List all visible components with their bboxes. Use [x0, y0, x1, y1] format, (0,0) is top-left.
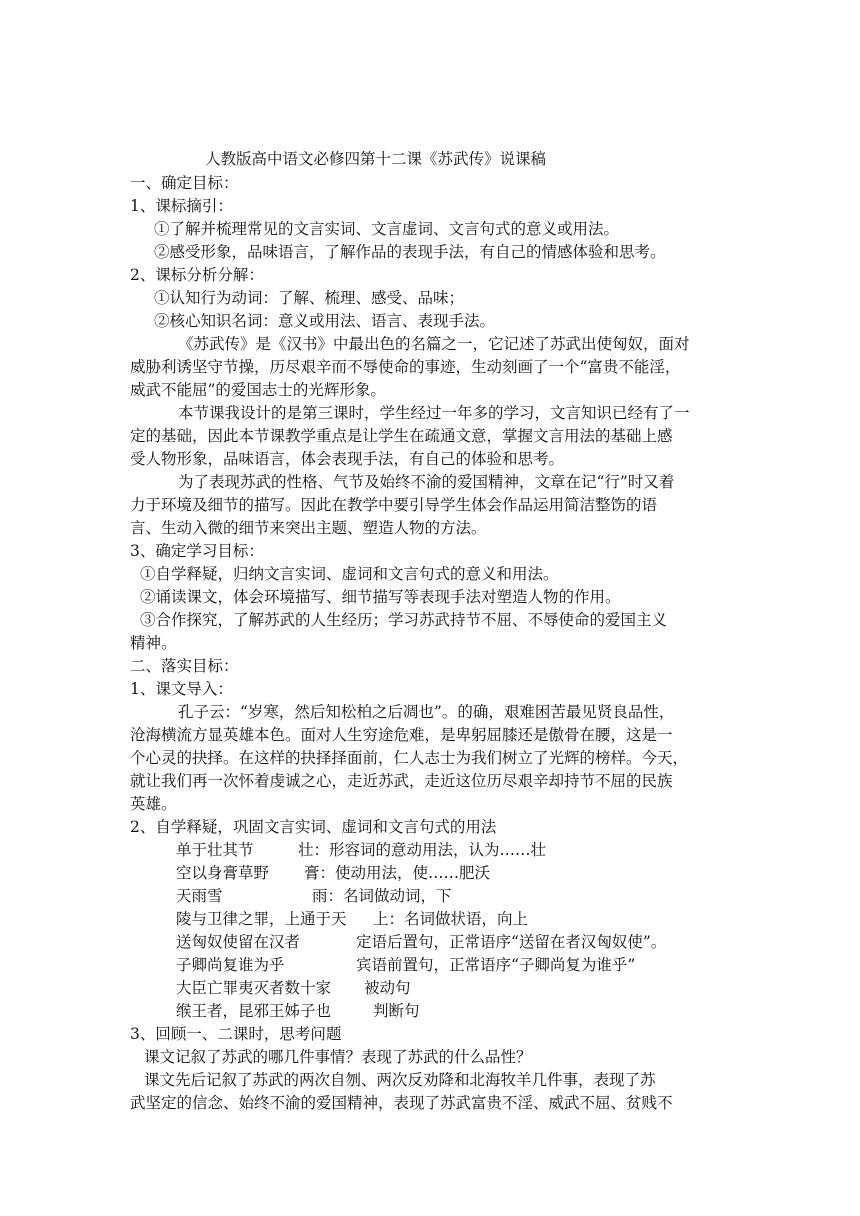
example-note: 雨：名词做动词，下 [312, 887, 452, 905]
example-note: 判断句 [373, 1002, 420, 1020]
example-note: 宾语前置句，正常语序“子卿尚复为谁乎” [356, 956, 636, 974]
paragraph-line: 沧海横流方显英雄本色。面对人生穷途危难，是卑躬屈膝还是傲骨在腰，这是一 [130, 726, 673, 744]
section-heading: 二、落实目标： [130, 657, 239, 675]
example-sentence: 子卿尚复谁为乎 [176, 956, 285, 974]
subsection-heading: 3、回顾一、二课时，思考问题 [130, 1025, 342, 1043]
paragraph-line: 定的基础，因此本节课教学重点是让学生在疏通文意，掌握文言用法的基础上感 [130, 427, 673, 445]
subsection-heading: 3、确定学习目标： [130, 542, 264, 560]
subsection-heading: 2、自学释疑，巩固文言实词、虚词和文言句式的用法 [130, 818, 497, 836]
paragraph-line: 就让我们再一次怀着虔诚之心，走近苏武，走近这位历尽艰辛却持节不屈的民族 [130, 772, 673, 790]
paragraph-line: 课文先后记叙了苏武的两次自刎、两次反劝降和北海牧羊几件事，表现了苏 [144, 1071, 656, 1089]
subsection-heading: 2、课标分析分解： [130, 266, 264, 284]
example-sentence: 单于壮其节 [176, 841, 254, 859]
list-item: ②感受形象，品味语言，了解作品的表现手法，有自己的情感体验和思考。 [154, 243, 666, 261]
paragraph-line: 为了表现苏武的性格、气节及始终不渝的爱国精神，文章在记“行”时又着 [178, 473, 675, 491]
paragraph-line: 受人物形象，品味语言，体会表现手法，有自己的体验和思考。 [130, 450, 565, 468]
list-item-continuation: 精神。 [130, 634, 177, 652]
paragraph-line: 《苏武传》是《汉书》中最出色的名篇之一，它记述了苏武出使匈奴，面对 [178, 335, 690, 353]
question-line: 课文记叙了苏武的哪几件事情？表现了苏武的什么品性？ [144, 1048, 532, 1066]
example-note: 被动句 [364, 979, 411, 997]
subsection-heading: 1、课标摘引： [130, 197, 233, 215]
list-item: ②核心知识名词：意义或用法、语言、表现手法。 [154, 312, 496, 330]
example-sentence: 送匈奴使留在汉者 [176, 933, 301, 951]
example-note: 定语后置句，正常语序“送留在者汉匈奴使”。 [356, 933, 667, 951]
section-heading: 一、确定目标： [130, 174, 239, 192]
example-note: 膏：使动用法，使……肥沃 [304, 864, 491, 882]
example-note: 壮：形容词的意动用法，认为……壮 [298, 841, 547, 859]
paragraph-line: 个心灵的抉择。在这样的抉择择面前，仁人志士为我们树立了光辉的榜样。今天， [130, 749, 689, 767]
paragraph-line: 威武不能屈”的爱国志士的光辉形象。 [130, 381, 386, 399]
list-item: ②诵读课文，体会环境描写、细节描写等表现手法对塑造人物的作用。 [140, 588, 621, 606]
example-sentence: 大臣亡罪夷灭者数十家 [176, 979, 332, 997]
example-sentence: 缑王者，昆邪王姊子也 [176, 1002, 332, 1020]
document-title: 人教版高中语文必修四第十二课《苏武传》说课稿 [205, 150, 547, 168]
paragraph-line: 力于环境及细节的描写。因此在教学中要引导学生体会作品运用简洁整饬的语 [130, 496, 658, 514]
list-item: ①认知行为动词：了解、梳理、感受、品味； [154, 289, 465, 307]
list-item: ③合作探究，了解苏武的人生经历；学习苏武持节不屈、不辱使命的爱国主义 [140, 611, 668, 629]
paragraph-line: 本节课我设计的是第三课时，学生经过一年多的学习，文言知识已经有了一 [178, 404, 690, 422]
paragraph-line: 孔子云：“岁寒，然后知松柏之后凋也”。的确，艰难困苦最见贤良品性， [178, 703, 675, 721]
list-item: ①了解并梳理常见的文言实词、文言虚词、文言句式的意义或用法。 [154, 220, 620, 238]
subsection-heading: 1、课文导入： [130, 680, 233, 698]
paragraph-line: 武坚定的信念、始终不渝的爱国精神，表现了苏武富贵不淫、威武不屈、贫贱不 [130, 1094, 673, 1112]
example-sentence: 空以身膏草野 [176, 864, 270, 882]
paragraph-line: 英雄。 [130, 795, 177, 813]
example-sentence: 天雨雪 [176, 887, 223, 905]
paragraph-line: 言、生动入微的细节来突出主题、塑造人物的方法。 [130, 519, 487, 537]
paragraph-line: 威胁利诱坚守节操，历尽艰辛而不辱使命的事迹，生动刻画了一个“富贵不能淫， [130, 358, 681, 376]
example-note: 上：名词做状语，向上 [373, 910, 529, 928]
list-item: ①自学释疑，归纳文言实词、虚词和文言句式的意义和用法。 [140, 565, 559, 583]
example-sentence: 陵与卫律之罪，上通于天 [176, 910, 347, 928]
